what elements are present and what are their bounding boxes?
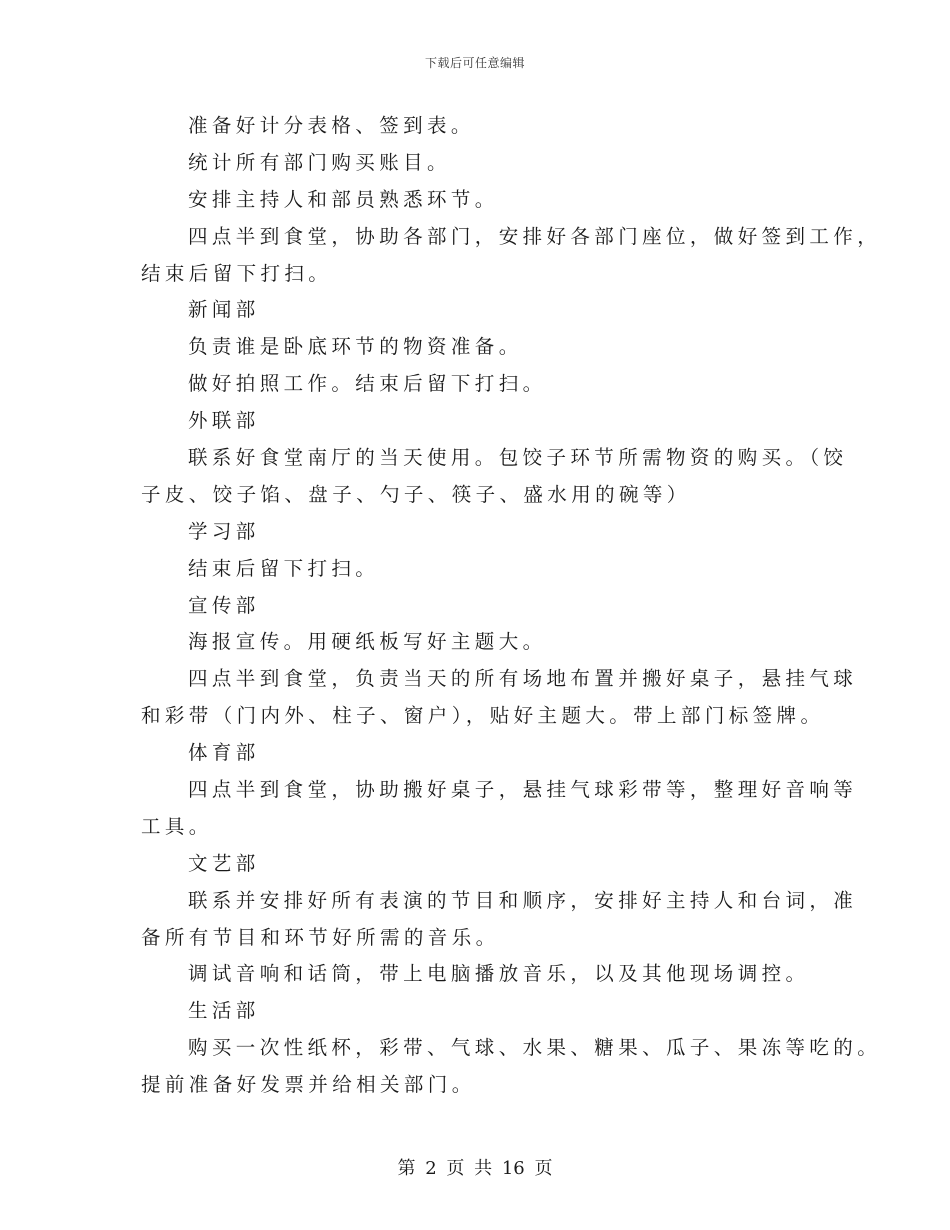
text-line: 结束后留下打扫。 (141, 261, 333, 285)
text-line: 安排主持人和部员熟悉环节。 (188, 187, 499, 211)
text-line: 新闻部 (188, 298, 260, 322)
text-line: 四点半到食堂，负责当天的所有场地布置并搬好桌子，悬挂气球 (188, 667, 858, 691)
text-line: 工具。 (141, 814, 213, 838)
text-line: 统计所有部门购买账目。 (188, 150, 451, 174)
text-line: 生活部 (188, 999, 260, 1023)
text-line: 四点半到食堂，协助搬好桌子，悬挂气球彩带等，整理好音响等 (188, 778, 858, 802)
text-line: 备所有节目和环节好所需的音乐。 (141, 925, 500, 949)
text-line: 调试音响和话筒，带上电脑播放音乐，以及其他现场调控。 (188, 962, 810, 986)
text-line: 提前准备好发票并给相关部门。 (141, 1073, 476, 1097)
text-line: 学习部 (188, 519, 260, 543)
text-line: 做好拍照工作。结束后留下打扫。 (188, 372, 547, 396)
text-line: 准备好计分表格、签到表。 (188, 114, 475, 137)
text-line: 子皮、饺子馅、盘子、勺子、筷子、盛水用的碗等） (141, 482, 691, 506)
text-line: 外联部 (188, 409, 260, 433)
text-line: 联系并安排好所有表演的节目和顺序，安排好主持人和台词，准 (188, 888, 858, 912)
text-line: 海报宣传。用硬纸板写好主题大。 (188, 630, 547, 654)
text-line: 负责谁是卧底环节的物资准备。 (188, 335, 523, 359)
text-line: 文艺部 (188, 851, 260, 875)
page-header: 下载后可任意编辑 (424, 56, 525, 70)
text-line: 和彩带（门内外、柱子、窗户），贴好主题大。带上部门标签牌。 (141, 704, 825, 728)
text-line: 联系好食堂南厅的当天使用。包饺子环节所需物资的购买。（饺 (188, 446, 848, 470)
text-line: 体育部 (188, 741, 260, 765)
page-number-footer: 第 2 页 共 16 页 (397, 1158, 553, 1179)
text-line: 购买一次性纸杯，彩带、气球、水果、糖果、瓜子、果冻等吃的。 (188, 1036, 882, 1060)
document-body (141, 108, 882, 1104)
text-line: 结束后留下打扫。 (188, 556, 380, 580)
text-line: 四点半到食堂，协助各部门，安排好各部门座位，做好签到工作， (188, 224, 882, 248)
text-line: 宣传部 (188, 593, 260, 617)
